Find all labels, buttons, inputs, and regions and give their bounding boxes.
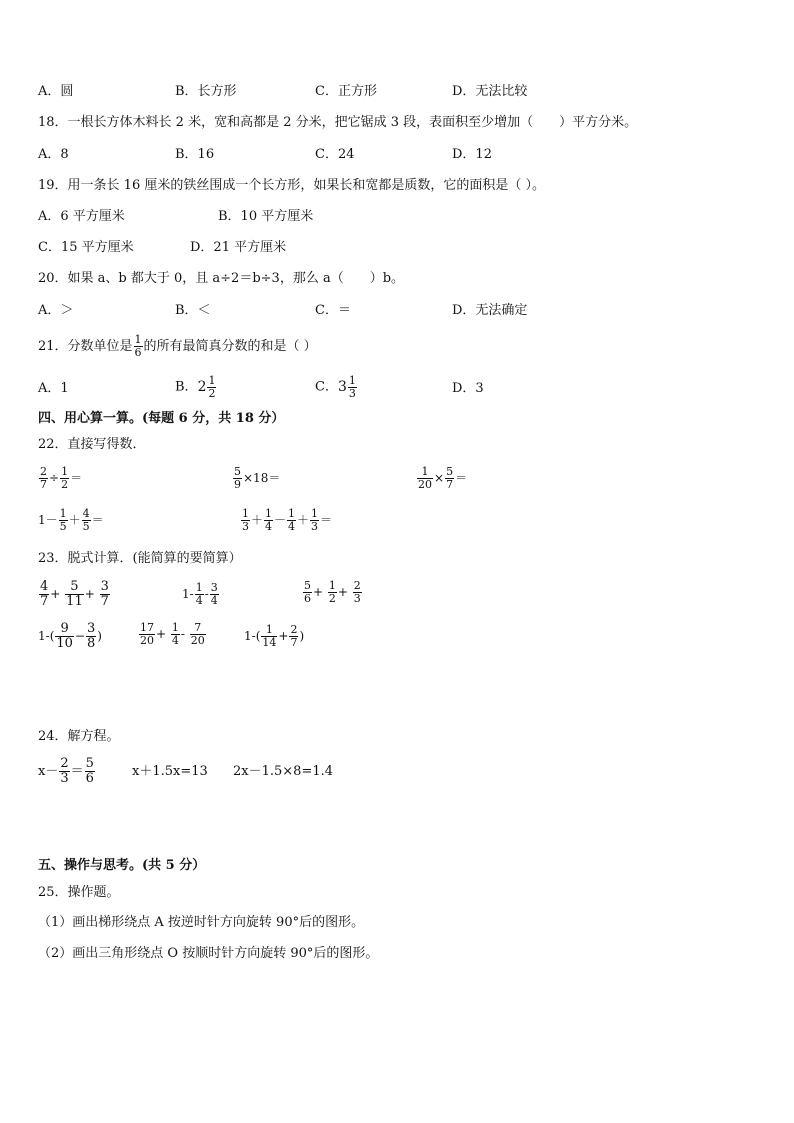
q18-option-a: A．8	[38, 147, 69, 162]
fraction-denominator: 5	[82, 520, 90, 533]
fraction-numerator: 5	[446, 465, 454, 478]
fraction-denominator: 7	[40, 478, 47, 491]
fraction-numerator: 5	[234, 465, 241, 478]
q24-stem: 24．解方程。	[38, 729, 120, 744]
q20-option-d: D．无法确定	[452, 303, 528, 318]
fraction-numerator: 5	[65, 580, 84, 595]
math-token: 1-	[182, 587, 194, 601]
fraction	[353, 580, 362, 605]
q22-expr-3	[416, 466, 467, 491]
fraction-denominator: 6	[304, 592, 311, 605]
fraction	[195, 582, 204, 607]
fraction-denominator: 20	[140, 634, 154, 647]
fraction	[85, 757, 95, 786]
q19-option-c: C．15 平方厘米	[38, 240, 134, 255]
q21-option-c-fraction	[348, 375, 357, 400]
fraction	[139, 622, 155, 647]
q23-expr-3	[302, 580, 363, 605]
math-token: ×	[434, 471, 445, 485]
fraction-denominator: 3	[60, 771, 69, 786]
math-token: 1-(	[38, 629, 55, 643]
fraction	[264, 508, 273, 533]
q20-option-c: C．＝	[315, 303, 351, 318]
fraction-numerator: 3	[86, 621, 96, 636]
q24-equation-3: 2x－1.5×8=1.4	[233, 764, 334, 779]
fraction-numerator: 2	[40, 465, 47, 478]
fraction	[261, 624, 277, 649]
q21-option-b-label: B．	[175, 379, 198, 395]
q19-option-a: A．6 平方厘米	[38, 209, 125, 224]
section-4-heading: 四、用心算一算。(每题 6 分，共 18 分）	[38, 411, 285, 426]
q21-option-c-num: 1	[348, 373, 356, 387]
q21-unit-fraction	[134, 334, 143, 359]
fraction	[39, 580, 49, 609]
fraction-numerator: 1	[328, 579, 336, 592]
fraction	[60, 466, 69, 491]
math-token: 1－	[38, 513, 58, 527]
q19-stem: 19．用一条长 16 厘米的铁丝围成一个长方形，如果长和宽都是质数，它的面积是（ ）。	[38, 178, 545, 193]
q21-option-c-whole: 3	[337, 379, 347, 395]
q17-option-b: B．长方形	[175, 84, 237, 99]
fraction-numerator: 2	[290, 623, 298, 636]
fraction-denominator: 7	[446, 478, 454, 491]
q23-expr-4	[38, 622, 102, 651]
q21-option-c-den: 3	[348, 386, 356, 400]
q21-option-b	[175, 372, 217, 403]
q21-option-b-whole: 2	[197, 379, 207, 395]
fraction-denominator: 9	[234, 478, 241, 491]
q25-stem: 25．操作题。	[38, 885, 120, 900]
q23-expr-5	[138, 622, 207, 647]
fraction-numerator: 1	[195, 581, 203, 594]
fraction	[82, 508, 91, 533]
fraction	[241, 508, 250, 533]
q18-stem: 18．一根长方体木料长 2 米，宽和高都是 2 分米，把它锯成 3 段，表面积至少增加（ ）平方分米。	[38, 115, 638, 130]
fraction	[59, 757, 69, 786]
fraction-denominator: 7	[290, 636, 298, 649]
fraction-denominator: 2	[328, 592, 336, 605]
fraction-numerator: 1	[417, 466, 433, 479]
q21-unit-den: 6	[134, 346, 142, 359]
q21-option-b-fraction	[207, 375, 216, 400]
fraction	[233, 466, 242, 491]
math-token: +	[50, 587, 61, 601]
fraction	[445, 466, 454, 491]
fraction-denominator: 8	[86, 636, 96, 651]
fraction	[59, 508, 68, 533]
fraction-numerator: 2	[60, 756, 69, 771]
math-token: +	[156, 627, 167, 641]
math-token: ＋	[251, 513, 264, 527]
fraction	[303, 580, 312, 605]
fraction	[190, 622, 206, 647]
math-token: +	[337, 585, 348, 599]
q23-expr-6	[244, 624, 304, 649]
fraction-numerator: 1	[265, 507, 273, 520]
q22-expr-2	[232, 466, 280, 491]
fraction	[86, 622, 96, 651]
fraction	[310, 508, 319, 533]
q21-stem-pre: 21．分数单位是	[38, 339, 133, 354]
q24-equation-2: x＋1.5x=13	[132, 764, 208, 779]
fraction-denominator: 3	[311, 520, 319, 533]
q23-expr-1	[38, 580, 111, 609]
fraction-numerator: 5	[85, 756, 94, 771]
math-token: ＝	[70, 471, 83, 485]
fraction-denominator: 14	[262, 636, 277, 649]
q18-option-b: B．16	[175, 147, 215, 162]
math-token: ×18＝	[243, 471, 281, 485]
fraction-denominator: 4	[171, 634, 179, 647]
math-token: ÷	[49, 471, 60, 485]
math-token: ＋	[297, 513, 310, 527]
fraction	[65, 580, 84, 609]
q22-expr-1	[38, 466, 82, 491]
fraction-denominator: 3	[353, 592, 361, 605]
fraction	[100, 580, 110, 609]
math-token: −	[74, 629, 85, 643]
fraction-denominator: 7	[100, 594, 109, 609]
math-token: )	[299, 629, 305, 643]
q20-stem: 20．如果 a、b 都大于 0，且 a÷2＝b÷3，那么 a（ ）b。	[38, 271, 405, 286]
q18-option-c: C．24	[315, 147, 355, 162]
fraction-denominator: 6	[85, 771, 94, 786]
math-token: +	[278, 629, 289, 643]
fraction-numerator: 1	[61, 465, 69, 478]
fraction	[171, 622, 180, 647]
math-token: ＝	[320, 513, 333, 527]
fraction-denominator: 4	[210, 594, 218, 607]
fraction-denominator: 20	[190, 634, 205, 647]
fraction-numerator: 1	[242, 507, 249, 520]
math-token: ＝	[70, 764, 84, 779]
fraction-numerator: 1	[171, 621, 179, 634]
fraction-denominator: 4	[195, 594, 203, 607]
q21-unit-num: 1	[134, 333, 142, 346]
q21-option-a: A．1	[38, 381, 69, 396]
fraction-numerator: 1	[261, 624, 277, 637]
q24-equation-1	[38, 756, 96, 788]
fraction	[417, 466, 433, 491]
math-token: -	[180, 627, 185, 641]
q19-option-b: B．10 平方厘米	[218, 209, 314, 224]
fraction-numerator: 17	[140, 621, 154, 634]
math-token: －	[274, 513, 287, 527]
q23-expr-2	[182, 582, 220, 607]
math-token: +	[84, 587, 95, 601]
q21-option-c	[315, 372, 358, 403]
section-5-heading: 五、操作与思考。(共 5 分）	[38, 858, 206, 873]
fraction	[210, 582, 219, 607]
math-token: -	[204, 587, 209, 601]
fraction	[289, 624, 298, 649]
fraction	[39, 466, 48, 491]
fraction-numerator: 2	[353, 579, 361, 592]
fraction-numerator: 7	[190, 622, 206, 635]
fraction-numerator: 1	[59, 507, 67, 520]
q22-stem: 22．直接写得数．	[38, 437, 146, 452]
q25-part-1: （1）画出梯形绕点 A 按逆时针方向旋转 90°后的图形。	[38, 915, 365, 930]
q20-option-b: B．＜	[175, 303, 211, 318]
math-token: ＋	[68, 513, 81, 527]
fraction	[55, 622, 74, 651]
q23-stem: 23．脱式计算．(能简算的要简算）	[38, 551, 242, 566]
fraction-denominator: 4	[265, 520, 273, 533]
q22-expr-4	[38, 508, 104, 533]
q21-option-b-den: 2	[208, 386, 216, 400]
q21-option-d: D．3	[452, 381, 484, 396]
fraction-denominator: 4	[288, 520, 296, 533]
q21-option-c-label: C．	[315, 379, 338, 395]
fraction-numerator: 9	[55, 622, 74, 637]
fraction-numerator: 1	[288, 507, 296, 520]
q17-option-a: A．圆	[38, 84, 74, 99]
fraction-denominator: 3	[242, 520, 249, 533]
q19-option-d: D．21 平方厘米	[190, 240, 287, 255]
fraction-denominator: 5	[59, 520, 67, 533]
fraction-numerator: 3	[100, 579, 109, 594]
fraction-numerator: 4	[40, 579, 49, 594]
fraction	[328, 580, 337, 605]
fraction	[287, 508, 296, 533]
q17-option-c: C．正方形	[315, 84, 377, 99]
q17-option-d: D．无法比较	[452, 84, 528, 99]
math-token: 1-(	[244, 629, 261, 643]
fraction-numerator: 1	[311, 507, 319, 520]
fraction-denominator: 7	[40, 594, 49, 609]
math-token: ＝	[91, 513, 104, 527]
q18-option-d: D．12	[452, 147, 492, 162]
q21-stem-post: 的所有最简真分数的和是（ ）	[143, 339, 317, 354]
q22-expr-5	[240, 508, 332, 533]
q21-option-b-num: 1	[208, 373, 216, 387]
fraction-denominator: 2	[61, 478, 69, 491]
math-token: x－	[38, 764, 59, 779]
math-token: )	[97, 629, 102, 643]
q21-stem	[38, 333, 317, 361]
fraction-numerator: 4	[82, 507, 90, 520]
q20-option-a: A．＞	[38, 303, 74, 318]
fraction-numerator: 5	[304, 579, 311, 592]
fraction-denominator: 11	[66, 594, 83, 609]
fraction-denominator: 20	[418, 478, 432, 491]
fraction-denominator: 10	[56, 636, 73, 651]
fraction-numerator: 3	[210, 581, 218, 594]
math-token: ＝	[455, 471, 468, 485]
q25-part-2: （2）画出三角形绕点 O 按顺时针方向旋转 90°后的图形。	[38, 946, 379, 961]
math-token: +	[313, 585, 324, 599]
